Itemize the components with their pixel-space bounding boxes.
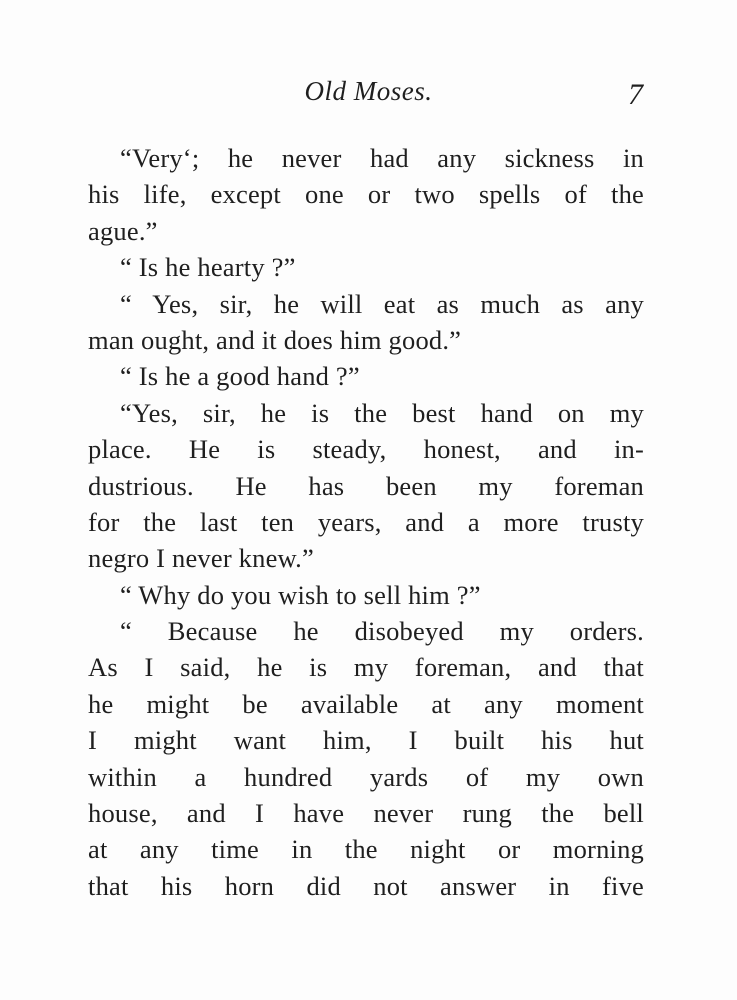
text-line: “Yes, sir, he is the best hand on my <box>120 397 644 428</box>
text-line: “ Why do you wish to sell him ?” <box>120 579 481 610</box>
text-line: man ought, and it does him good.” <box>88 324 462 355</box>
page-number: 7 <box>628 78 643 111</box>
text-line: ague.” <box>88 215 158 246</box>
running-title: Old Moses. <box>304 76 433 106</box>
text-line: “ Because he disobeyed my orders. <box>120 616 644 647</box>
text-line: “Very‘; he never had any sickness in <box>120 143 644 173</box>
body-text <box>88 140 644 904</box>
text-line: As I said, he is my foreman, and that <box>88 652 644 683</box>
text-line: his life, except one or two spells of the <box>88 179 644 210</box>
text-line: “ Yes, sir, he will eat as much as any <box>120 288 644 319</box>
text-line: “ Is he hearty ?” <box>120 252 296 283</box>
text-line: that his horn did not answer in five <box>88 870 644 901</box>
running-head <box>0 76 737 116</box>
text-line: for the last ten years, and a more trusty <box>88 506 644 537</box>
text-line: at any time in the night or morning <box>88 834 644 865</box>
text-line: house, and I have never rung the bell <box>88 798 644 829</box>
text-line: negro I never knew.” <box>88 543 314 574</box>
text-line: place. He is steady, honest, and in- <box>88 434 644 465</box>
text-line: he might be available at any moment <box>88 688 644 719</box>
text-line: dustrious. He has been my foreman <box>88 470 644 501</box>
text-line: within a hundred yards of my own <box>88 761 644 792</box>
text-line: “ Is he a good hand ?” <box>120 361 360 392</box>
text-line: I might want him, I built his hut <box>88 725 644 756</box>
